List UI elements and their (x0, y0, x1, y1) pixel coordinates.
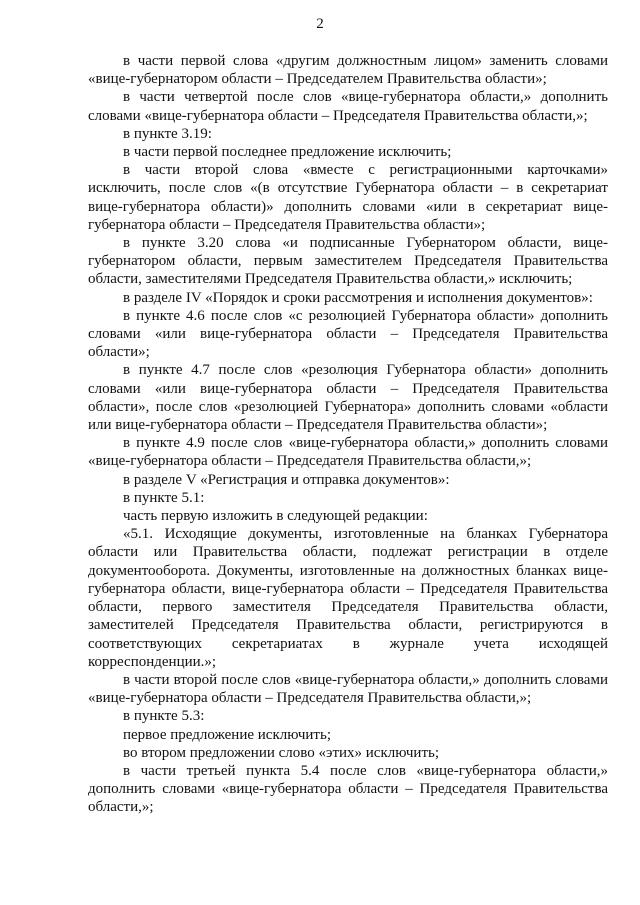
paragraph: в пункте 4.6 после слов «с резолюцией Губернатора области» дополнить словами «или вице-губернатора области – Председателя Правительства области»; (88, 307, 608, 361)
paragraph: в части второй слова «вместе с регистрационными карточками» исключить, после слов «(в отсутствие Губернатора области – в секретариат вице-губернатора области)» дополнить словами «или в секретариат вице-губернатора области – Председателя Правительства области»; (88, 162, 608, 233)
paragraph: «5.1. Исходящие документы, изготовленные на бланках Губернатора области или Правительства области, подлежат регистрации в отделе документооборота. Документы, изготовленные на должностных бланках вице-губернатора области, вице-губернатора области – Председателя Правительства области, первого заместителя Председателя Правительства области, заместителей Председателя Правительства области, регистрируются в соответствующих секретариатах в журнале учета исходящей корреспонденции.»; (88, 526, 608, 670)
page-number: 2 (316, 16, 324, 32)
paragraph: первое предложение исключить; (123, 726, 332, 743)
paragraph: во втором предложении слово «этих» исключить; (123, 744, 440, 761)
paragraph: в разделе IV «Порядок и сроки рассмотрения и исполнения документов»: (123, 289, 593, 306)
paragraph: в части первой последнее предложение исключить; (123, 144, 452, 161)
paragraph: в разделе V «Регистрация и отправка документов»: (123, 471, 450, 488)
paragraph: в части третьей пункта 5.4 после слов «вице-губернатора области,» дополнить словами «вице-губернатора области – Председателя Правительства области,»; (88, 762, 608, 816)
paragraph: в пункте 5.1: (123, 489, 205, 506)
paragraph: в пункте 4.7 после слов «резолюция Губернатора области» дополнить словами «или вице-губернатора области – Председателя Правительства области», после слов «резолюцией Губернатора» дополнить словами «области или вице-губернатора области – Председателя Правительства области»; (88, 362, 608, 434)
document-body (88, 52, 608, 817)
paragraph: в части второй после слов «вице-губернатора области,» дополнить словами «вице-губернатора области – Председателя Правительства области,»; (88, 671, 608, 707)
paragraph: в части четвертой после слов «вице-губернатора области,» дополнить словами «вице-губернатора области – Председателя Правительства области,»; (88, 89, 608, 124)
paragraph: часть первую изложить в следующей редакции: (123, 508, 428, 525)
paragraph: в части первой слова «другим должностным лицом» заменить словами «вице-губернатором области – Председателем Правительства области»; (88, 53, 608, 88)
paragraph: в пункте 5.3: (123, 708, 205, 725)
paragraph: в пункте 3.19: (123, 125, 212, 142)
paragraph: в пункте 3.20 слова «и подписанные Губернатором области, вице-губернатором области, первым заместителем Председателя Правительства области, заместителями Председателя Правительства области,» исключить; (88, 235, 608, 288)
paragraph: в пункте 4.9 после слов «вице-губернатора области,» дополнить словами «вице-губернатора области – Председателя Правительства области,»; (88, 435, 608, 470)
